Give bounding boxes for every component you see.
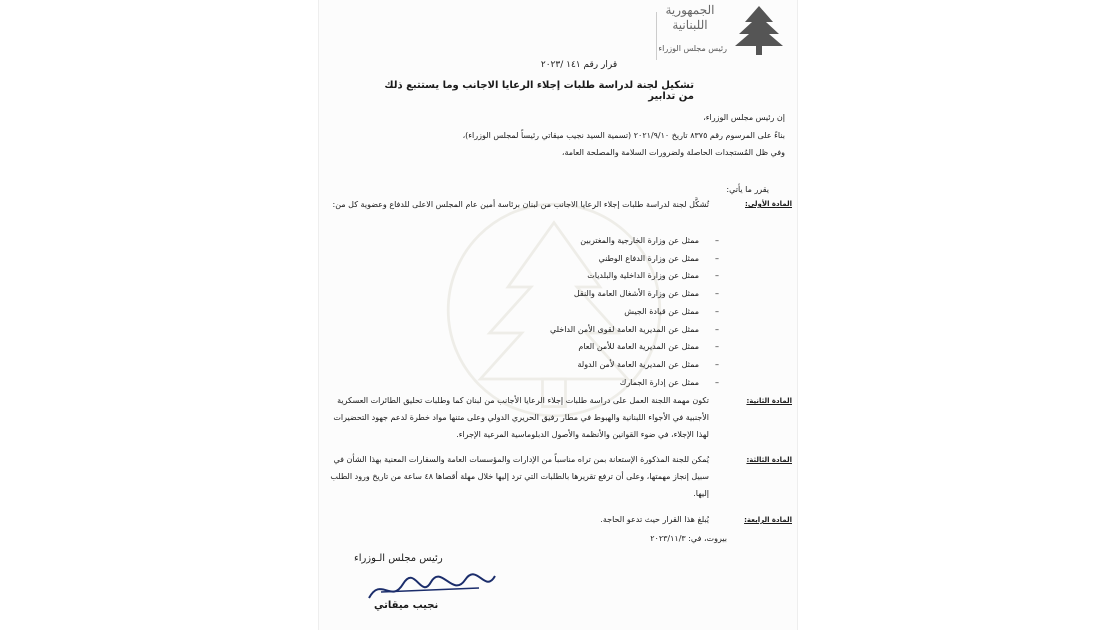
signature-title: رئيس مجلس الـوزراء xyxy=(354,553,443,564)
committee-member-item xyxy=(449,303,719,321)
committee-member-text: ممثل عن المديرية العامة لأمن الدولة xyxy=(577,359,699,369)
letterhead-republic-line1: الجمهورية xyxy=(665,3,715,17)
article-3-text: يُمكن للجنة المذكورة الإستعانة بمن تراه مناسباً من الإدارات والمؤسسات العامة والسفارات المعنية بهذا الشأن في سبيل إنجاز مهمتها، وعلى أن ترفع تقريرها بالطلبات التي ترد إليها خلال مهلة أقصاها ٤٨ ساعة من تاريخ ورود الطلب إليها. xyxy=(330,455,709,498)
list-dash: – xyxy=(715,253,719,263)
letterhead-republic-line2: اللبنانية xyxy=(672,18,708,32)
list-dash: – xyxy=(715,342,719,352)
committee-member-item xyxy=(449,356,719,374)
letterhead-office: رئيس مجلس الوزراء xyxy=(658,44,727,53)
committee-member-item xyxy=(449,338,719,356)
committee-member-text: ممثل عن وزارة الداخلية والبلديات xyxy=(587,271,699,281)
article-3-label: المادة الثالثة: xyxy=(746,456,792,464)
preamble-line-2: بناءً على المرسوم رقم ٨٣٧٥ تاريخ ٢٠٢١/٩/١٠ (تسمية السيد نجيب ميقاتي رئيساً لمجلس الوزراء)، xyxy=(462,131,785,140)
decides-line: يقرر ما يأتي: xyxy=(726,185,769,194)
committee-member-text: ممثل عن قيادة الجيش xyxy=(624,306,699,316)
preamble-line-1: إن رئيس مجلس الوزراء، xyxy=(703,113,785,122)
document-title: تشكيل لجنة لدراسة طلبات إجلاء الرعايا الاجانب وما يستتبع ذلك من تدابير xyxy=(384,80,694,102)
committee-member-text: ممثل عن المديرية العامة للأمن العام xyxy=(578,342,699,352)
cedar-emblem-icon xyxy=(727,2,791,60)
list-dash: – xyxy=(715,377,719,387)
letterhead xyxy=(659,3,721,33)
place-date: بيروت، في: ٢٠٢٣/١١/٣ xyxy=(650,534,727,543)
article-1-text: تُشكَّل لجنة لدراسة طلبات إجلاء الرعايا الاجانب من لبنان برئاسة أمين عام المجلس الاعلى للدفاع وعضوية كل من: xyxy=(332,200,709,209)
committee-members-list xyxy=(449,232,719,391)
committee-member-item xyxy=(449,250,719,268)
list-dash: – xyxy=(715,359,719,369)
committee-member-item xyxy=(449,267,719,285)
decision-number: قرار رقم ١٤١ /٢٠٢٣ xyxy=(540,60,618,70)
preamble-line-3: وفي ظل المُستجدات الحاصلة ولضرورات السلامة والمصلحة العامة، xyxy=(561,148,785,157)
committee-member-text: ممثل عن إدارة الجمارك xyxy=(619,377,699,387)
article-4-label: المادة الرابعة: xyxy=(744,516,792,524)
committee-member-text: ممثل عن المديرية العامة لقوى الأمن الداخلي xyxy=(549,324,699,334)
committee-member-item xyxy=(449,285,719,303)
list-dash: – xyxy=(715,271,719,281)
list-dash: – xyxy=(715,324,719,334)
committee-member-text: ممثل عن وزارة الخارجية والمغتربين xyxy=(580,236,699,245)
committee-member-item xyxy=(449,321,719,339)
article-4-text: يُبلغ هذا القرار حيث تدعو الحاجة. xyxy=(600,515,709,524)
committee-member-item xyxy=(449,232,719,250)
article-2-label: المادة الثانية: xyxy=(746,397,792,405)
article-2-text: تكون مهمة اللجنة العمل على دراسة طلبات إجلاء الرعايا الأجانب من لبنان كما وطلبات تحليق الطائرات العسكرية الأجنبية في الأجواء اللبنانية والهبوط في مطار رفيق الحريري الدولي وعلى متنها مواد خطرة لدعم جهود التحضيرات لهذا الإجلاء، في ضوء القوانين والأنظمة والأصول الدبلوماسية المرعية الإجراء. xyxy=(333,396,709,439)
list-dash: – xyxy=(715,306,719,316)
committee-member-text: ممثل عن وزارة الدفاع الوطني xyxy=(598,253,699,263)
document-page xyxy=(318,0,798,630)
signatory-name: نجيب ميقاتي xyxy=(374,600,439,611)
list-dash: – xyxy=(715,289,719,299)
list-dash: – xyxy=(715,236,719,245)
committee-member-item xyxy=(449,374,719,392)
article-1-label: المادة الأولى: xyxy=(745,200,792,208)
committee-member-text: ممثل عن وزارة الأشغال العامة والنقل xyxy=(573,289,699,299)
